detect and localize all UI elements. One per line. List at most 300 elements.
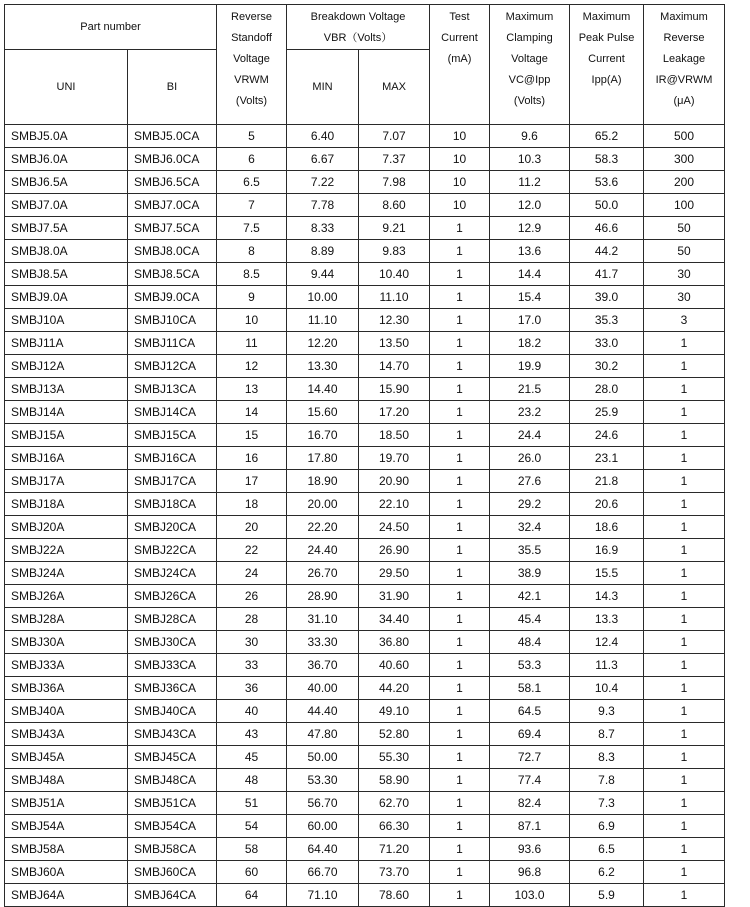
uni-part-cell: SMBJ58A [5,838,128,861]
vbr-max-cell: 24.50 [359,516,430,539]
test-current-cell: 1 [430,654,490,677]
vbr-min-cell: 17.80 [287,447,359,470]
peak-pulse-cell: 6.9 [570,815,644,838]
bi-part-cell: SMBJ17CA [128,470,217,493]
header-line: (mA) [447,53,472,65]
vrwm-cell: 40 [217,700,287,723]
clamping-voltage-cell: 19.9 [490,355,570,378]
test-current-cell: 1 [430,700,490,723]
vrwm-cell: 6.5 [217,171,287,194]
peak-pulse-cell: 41.7 [570,263,644,286]
test-current-cell: 1 [430,769,490,792]
vbr-max-cell: 34.40 [359,608,430,631]
header-line: Maximum [660,11,708,23]
vbr-min-cell: 6.67 [287,148,359,171]
leakage-cell: 1 [644,677,725,700]
vbr-min-cell: 44.40 [287,700,359,723]
uni-part-cell: SMBJ9.0A [5,286,128,309]
table-row [5,585,725,608]
bi-part-cell: SMBJ16CA [128,447,217,470]
test-current-cell: 1 [430,723,490,746]
test-current-cell: 1 [430,677,490,700]
clamping-voltage-cell: 77.4 [490,769,570,792]
vrwm-cell: 12 [217,355,287,378]
vbr-max-cell: 78.60 [359,884,430,907]
uni-part-cell: SMBJ30A [5,631,128,654]
vrwm-cell: 10 [217,309,287,332]
table-row [5,217,725,240]
vrwm-cell: 17 [217,470,287,493]
header-line: Test [449,11,470,23]
bi-part-cell: SMBJ60CA [128,861,217,884]
peak-pulse-cell: 11.3 [570,654,644,677]
uni-part-cell: SMBJ5.0A [5,125,128,148]
vrwm-cell: 30 [217,631,287,654]
table-body [5,125,725,907]
leakage-cell: 1 [644,401,725,424]
uni-part-cell: SMBJ8.5A [5,263,128,286]
leakage-cell: 1 [644,378,725,401]
test-current-cell: 1 [430,447,490,470]
leakage-cell: 1 [644,447,725,470]
leakage-cell: 1 [644,332,725,355]
table-row [5,332,725,355]
uni-part-cell: SMBJ54A [5,815,128,838]
header-line: Clamping [506,32,553,44]
clamping-voltage-cell: 18.2 [490,332,570,355]
header-line: Leakage [662,53,706,65]
header-line: Standoff [231,32,272,44]
vrwm-cell: 60 [217,861,287,884]
uni-part-cell: SMBJ8.0A [5,240,128,263]
test-current-cell: 10 [430,171,490,194]
test-current-cell: 1 [430,562,490,585]
leakage-cell: 1 [644,884,725,907]
vrwm-cell: 58 [217,838,287,861]
vrwm-cell: 48 [217,769,287,792]
test-current-cell: 1 [430,470,490,493]
bi-part-cell: SMBJ51CA [128,792,217,815]
test-current-cell: 1 [430,309,490,332]
leakage-cell: 1 [644,539,725,562]
table-row [5,470,725,493]
table-row [5,194,725,217]
table-row [5,746,725,769]
vbr-max-cell: 62.70 [359,792,430,815]
vrwm-cell: 6 [217,148,287,171]
vbr-max-cell: 26.90 [359,539,430,562]
peak-pulse-cell: 20.6 [570,493,644,516]
uni-part-cell: SMBJ7.0A [5,194,128,217]
bi-part-cell: SMBJ45CA [128,746,217,769]
test-current-cell: 1 [430,217,490,240]
clamping-voltage-cell: 24.4 [490,424,570,447]
header-line: Maximum [505,11,554,23]
uni-part-cell: SMBJ10A [5,309,128,332]
peak-pulse-cell: 24.6 [570,424,644,447]
uni-part-cell: SMBJ60A [5,861,128,884]
leakage-cell: 30 [644,286,725,309]
bi-part-cell: SMBJ30CA [128,631,217,654]
table-row [5,838,725,861]
vbr-max-cell: 40.60 [359,654,430,677]
leakage-cell: 50 [644,240,725,263]
bi-part-cell: SMBJ12CA [128,355,217,378]
test-current-cell: 1 [430,240,490,263]
vrwm-cell: 36 [217,677,287,700]
leakage-cell: 1 [644,700,725,723]
vbr-max-cell: 19.70 [359,447,430,470]
uni-part-cell: SMBJ64A [5,884,128,907]
bi-part-cell: SMBJ15CA [128,424,217,447]
uni-part-cell: SMBJ13A [5,378,128,401]
bi-part-cell: SMBJ14CA [128,401,217,424]
uni-part-cell: SMBJ15A [5,424,128,447]
test-current-cell: 10 [430,125,490,148]
table-row [5,171,725,194]
vbr-min-cell: 8.89 [287,240,359,263]
vbr-max-cell: 12.30 [359,309,430,332]
clamping-voltage-cell: 9.6 [490,125,570,148]
bi-part-cell: SMBJ48CA [128,769,217,792]
vbr-min-cell: 26.70 [287,562,359,585]
uni-part-cell: SMBJ36A [5,677,128,700]
header-line: VBR（Volts） [323,32,393,44]
vbr-min-cell: 10.00 [287,286,359,309]
vbr-max-cell: 58.90 [359,769,430,792]
peak-pulse-cell: 21.8 [570,470,644,493]
header-line: Peak Pulse [578,32,635,44]
vrwm-cell: 11 [217,332,287,355]
leakage-cell: 300 [644,148,725,171]
uni-part-cell: SMBJ43A [5,723,128,746]
vbr-max-cell: 13.50 [359,332,430,355]
peak-pulse-cell: 35.3 [570,309,644,332]
peak-pulse-cell: 8.7 [570,723,644,746]
vbr-min-cell: 71.10 [287,884,359,907]
vbr-min-cell: 14.40 [287,378,359,401]
vbr-min-cell: 56.70 [287,792,359,815]
leakage-cell: 3 [644,309,725,332]
peak-pulse-cell: 6.2 [570,861,644,884]
header-line: Breakdown Voltage [310,11,406,23]
vbr-min-cell: 66.70 [287,861,359,884]
peak-pulse-current-header [570,5,644,125]
vbr-min-cell: 33.30 [287,631,359,654]
vrwm-cell: 43 [217,723,287,746]
vbr-min-cell: 7.78 [287,194,359,217]
leakage-cell: 1 [644,654,725,677]
vrwm-cell: 7.5 [217,217,287,240]
uni-part-cell: SMBJ14A [5,401,128,424]
clamping-voltage-cell: 82.4 [490,792,570,815]
leakage-cell: 1 [644,562,725,585]
uni-part-cell: SMBJ28A [5,608,128,631]
clamping-voltage-cell: 15.4 [490,286,570,309]
clamping-voltage-cell: 14.4 [490,263,570,286]
bi-part-cell: SMBJ5.0CA [128,125,217,148]
uni-part-cell: SMBJ6.5A [5,171,128,194]
leakage-cell: 30 [644,263,725,286]
leakage-cell: 1 [644,815,725,838]
vbr-min-cell: 53.30 [287,769,359,792]
vbr-max-cell: 20.90 [359,470,430,493]
clamping-voltage-cell: 35.5 [490,539,570,562]
leakage-cell: 200 [644,171,725,194]
vrwm-cell: 8.5 [217,263,287,286]
vrwm-cell: 13 [217,378,287,401]
vbr-max-cell: 29.50 [359,562,430,585]
part-number-header: Part number [5,5,217,50]
uni-part-cell: SMBJ20A [5,516,128,539]
clamping-voltage-cell: 29.2 [490,493,570,516]
peak-pulse-cell: 18.6 [570,516,644,539]
bi-part-cell: SMBJ7.0CA [128,194,217,217]
vrwm-cell: 16 [217,447,287,470]
vrwm-cell: 24 [217,562,287,585]
table-row [5,401,725,424]
vbr-min-cell: 20.00 [287,493,359,516]
uni-part-cell: SMBJ24A [5,562,128,585]
leakage-cell: 1 [644,861,725,884]
table-row [5,516,725,539]
table-row [5,654,725,677]
clamping-voltage-cell: 10.3 [490,148,570,171]
vbr-min-cell: 47.80 [287,723,359,746]
leakage-cell: 1 [644,838,725,861]
test-current-cell: 1 [430,815,490,838]
vbr-max-cell: 52.80 [359,723,430,746]
vbr-min-cell: 7.22 [287,171,359,194]
peak-pulse-cell: 16.9 [570,539,644,562]
vbr-max-cell: 7.07 [359,125,430,148]
bi-part-cell: SMBJ8.5CA [128,263,217,286]
test-current-header [430,5,490,125]
vbr-min-cell: 18.90 [287,470,359,493]
clamping-voltage-cell: 23.2 [490,401,570,424]
table-row [5,240,725,263]
vrwm-cell: 18 [217,493,287,516]
header-line: Reverse [663,32,705,44]
vbr-max-cell: 9.83 [359,240,430,263]
leakage-cell: 100 [644,194,725,217]
vbr-min-cell: 40.00 [287,677,359,700]
vbr-max-header: MAX [359,50,430,125]
leakage-cell: 1 [644,355,725,378]
vrwm-cell: 14 [217,401,287,424]
test-current-cell: 1 [430,493,490,516]
table-row [5,677,725,700]
peak-pulse-cell: 5.9 [570,884,644,907]
clamping-voltage-cell: 12.9 [490,217,570,240]
peak-pulse-cell: 23.1 [570,447,644,470]
bi-part-cell: SMBJ7.5CA [128,217,217,240]
table-header [5,5,725,125]
table-row [5,815,725,838]
test-current-cell: 10 [430,194,490,217]
vbr-min-cell: 50.00 [287,746,359,769]
vrwm-cell: 20 [217,516,287,539]
reverse-leakage-header [644,5,725,125]
uni-part-cell: SMBJ12A [5,355,128,378]
test-current-cell: 1 [430,539,490,562]
peak-pulse-cell: 10.4 [570,677,644,700]
uni-part-cell: SMBJ17A [5,470,128,493]
peak-pulse-cell: 7.8 [570,769,644,792]
clamping-voltage-cell: 96.8 [490,861,570,884]
vbr-min-cell: 6.40 [287,125,359,148]
vbr-max-cell: 44.20 [359,677,430,700]
bi-part-cell: SMBJ6.0CA [128,148,217,171]
peak-pulse-cell: 15.5 [570,562,644,585]
vbr-min-cell: 36.70 [287,654,359,677]
header-line: Current [441,32,478,44]
vrwm-cell: 64 [217,884,287,907]
leakage-cell: 1 [644,516,725,539]
uni-header: UNI [5,50,128,125]
peak-pulse-cell: 28.0 [570,378,644,401]
header-line: VC@Ipp [508,74,551,86]
clamping-voltage-cell: 103.0 [490,884,570,907]
vbr-max-cell: 14.70 [359,355,430,378]
header-line: Voltage [511,53,548,65]
vbr-min-cell: 8.33 [287,217,359,240]
leakage-cell: 1 [644,746,725,769]
bi-part-cell: SMBJ6.5CA [128,171,217,194]
peak-pulse-cell: 6.5 [570,838,644,861]
leakage-cell: 1 [644,493,725,516]
clamping-voltage-cell: 13.6 [490,240,570,263]
vbr-header [287,5,430,50]
peak-pulse-cell: 65.2 [570,125,644,148]
bi-part-cell: SMBJ54CA [128,815,217,838]
bi-part-cell: SMBJ20CA [128,516,217,539]
vrwm-cell: 7 [217,194,287,217]
vbr-min-cell: 28.90 [287,585,359,608]
uni-part-cell: SMBJ33A [5,654,128,677]
table-row [5,309,725,332]
leakage-cell: 1 [644,470,725,493]
clamping-voltage-cell: 45.4 [490,608,570,631]
vbr-min-cell: 31.10 [287,608,359,631]
leakage-cell: 500 [644,125,725,148]
peak-pulse-cell: 53.6 [570,171,644,194]
peak-pulse-cell: 7.3 [570,792,644,815]
test-current-cell: 1 [430,884,490,907]
leakage-cell: 1 [644,424,725,447]
table-row [5,608,725,631]
bi-part-cell: SMBJ18CA [128,493,217,516]
vbr-min-cell: 22.20 [287,516,359,539]
header-line: Ipp(A) [591,74,622,86]
table-row [5,769,725,792]
header-line: Maximum [582,11,631,23]
vbr-max-cell: 7.37 [359,148,430,171]
vbr-max-cell: 8.60 [359,194,430,217]
clamping-voltage-cell: 87.1 [490,815,570,838]
vbr-max-cell: 49.10 [359,700,430,723]
test-current-cell: 1 [430,792,490,815]
vbr-max-cell: 17.20 [359,401,430,424]
clamping-voltage-cell: 12.0 [490,194,570,217]
vrwm-cell: 54 [217,815,287,838]
uni-part-cell: SMBJ18A [5,493,128,516]
peak-pulse-cell: 50.0 [570,194,644,217]
leakage-cell: 1 [644,631,725,654]
vbr-min-cell: 11.10 [287,309,359,332]
test-current-cell: 1 [430,263,490,286]
bi-part-cell: SMBJ43CA [128,723,217,746]
vbr-max-cell: 15.90 [359,378,430,401]
table-row [5,723,725,746]
test-current-cell: 1 [430,631,490,654]
vbr-max-cell: 66.30 [359,815,430,838]
peak-pulse-cell: 46.6 [570,217,644,240]
tvs-spec-table [4,4,725,907]
bi-part-cell: SMBJ26CA [128,585,217,608]
test-current-cell: 10 [430,148,490,171]
test-current-cell: 1 [430,401,490,424]
uni-part-cell: SMBJ48A [5,769,128,792]
vbr-max-cell: 71.20 [359,838,430,861]
table-row [5,286,725,309]
clamping-voltage-cell: 32.4 [490,516,570,539]
clamping-voltage-cell: 11.2 [490,171,570,194]
uni-part-cell: SMBJ45A [5,746,128,769]
table-row [5,562,725,585]
peak-pulse-cell: 9.3 [570,700,644,723]
clamping-voltage-cell: 48.4 [490,631,570,654]
vrwm-cell: 8 [217,240,287,263]
leakage-cell: 1 [644,585,725,608]
bi-header: BI [128,50,217,125]
peak-pulse-cell: 13.3 [570,608,644,631]
vbr-max-cell: 9.21 [359,217,430,240]
test-current-cell: 1 [430,608,490,631]
header-line: Current [588,53,625,65]
table-row [5,631,725,654]
leakage-cell: 50 [644,217,725,240]
vrwm-cell: 26 [217,585,287,608]
peak-pulse-cell: 12.4 [570,631,644,654]
bi-part-cell: SMBJ36CA [128,677,217,700]
table-row [5,355,725,378]
peak-pulse-cell: 25.9 [570,401,644,424]
vrwm-cell: 28 [217,608,287,631]
uni-part-cell: SMBJ7.5A [5,217,128,240]
header-line: Reverse [231,11,272,23]
vrwm-cell: 45 [217,746,287,769]
vrwm-cell: 5 [217,125,287,148]
test-current-cell: 1 [430,424,490,447]
table-row [5,700,725,723]
test-current-cell: 1 [430,332,490,355]
bi-part-cell: SMBJ10CA [128,309,217,332]
table-row [5,148,725,171]
vbr-max-cell: 73.70 [359,861,430,884]
bi-part-cell: SMBJ58CA [128,838,217,861]
clamping-voltage-cell: 17.0 [490,309,570,332]
bi-part-cell: SMBJ64CA [128,884,217,907]
test-current-cell: 1 [430,516,490,539]
peak-pulse-cell: 33.0 [570,332,644,355]
table-row [5,884,725,907]
vbr-min-cell: 60.00 [287,815,359,838]
table-row [5,861,725,884]
bi-part-cell: SMBJ33CA [128,654,217,677]
uni-part-cell: SMBJ11A [5,332,128,355]
test-current-cell: 1 [430,355,490,378]
